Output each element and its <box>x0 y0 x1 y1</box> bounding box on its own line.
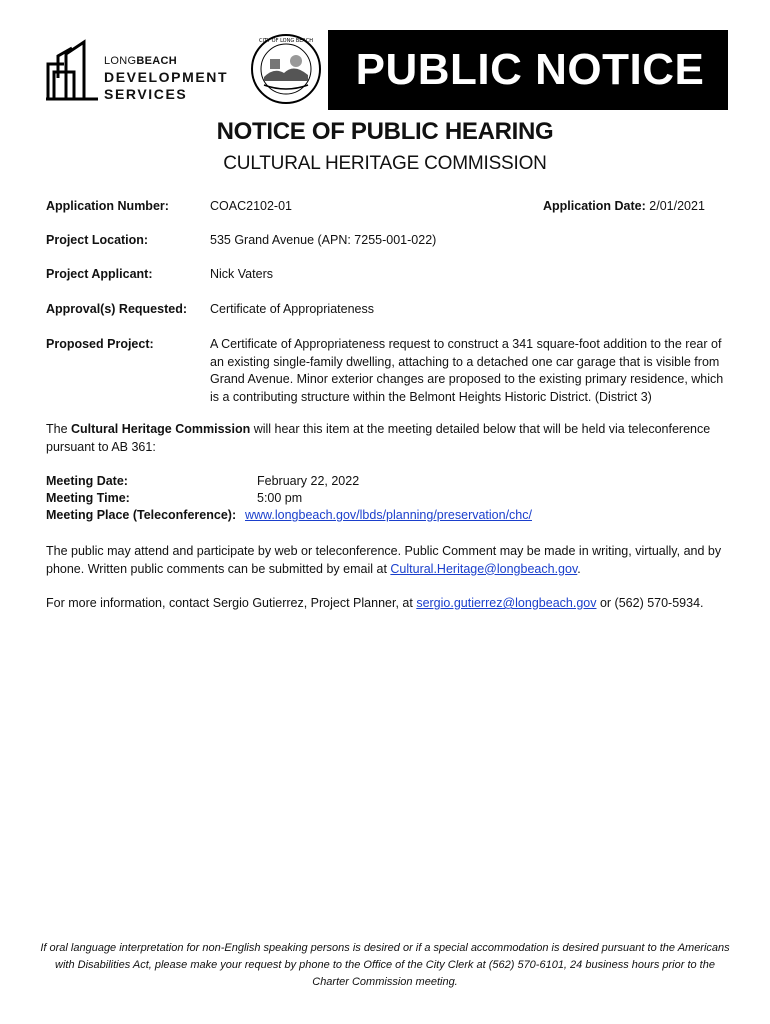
public-comment-paragraph: The public may attend and participate by web or teleconference. Public Comment may be made in writing, virtually, and by phone. Written public comments can be submitted by email at Cultural.Heritage@longbeach.gov. <box>46 544 722 576</box>
project-applicant-value: Nick Vaters <box>210 267 273 281</box>
project-location-value: 535 Grand Avenue (APN: 7255-001-022) <box>210 233 437 247</box>
approvals-requested-value: Certificate of Appropriateness <box>210 302 374 316</box>
proposed-project-description: A Certificate of Appropriateness request to construct a 341 square-foot addition to the rear of an existing single-family dwelling, attaching to a detached one car garage that is visible from Grand Avenue. Minor exterior changes are proposed to the existing primary residence, which is a contributing structure within the Belmont Heights Historic District. (District 3) <box>210 337 724 404</box>
meeting-place-link[interactable]: www.longbeach.gov/lbds/planning/preservation/chc/ <box>245 508 532 522</box>
approvals-requested-label: Approval(s) Requested: <box>46 302 187 316</box>
application-date-label: Application Date: <box>543 199 646 213</box>
meeting-time-value: 5:00 pm <box>257 491 303 505</box>
application-number-label: Application Number: <box>46 199 169 213</box>
heritage-email-link[interactable]: Cultural.Heritage@longbeach.gov <box>390 561 578 576</box>
meeting-date-label: Meeting Date: <box>46 474 128 488</box>
public-notice-banner <box>328 30 728 110</box>
application-date <box>543 199 705 213</box>
meeting-time-label: Meeting Time: <box>46 491 130 505</box>
hearing-intro: The Cultural Heritage Commission will hear this item at the meeting detailed below that will be held via teleconference pursuant to AB 361: <box>46 422 711 454</box>
meeting-date-value: February 22, 2022 <box>257 474 360 488</box>
city-seal-icon <box>250 33 322 105</box>
proposed-project-label: Proposed Project: <box>46 337 154 351</box>
logo-longbeach: LONGBEACH <box>104 55 177 67</box>
public-notice-label: PUBLIC NOTICE <box>355 45 705 94</box>
long-beach-buildings-logo-icon <box>44 38 100 102</box>
project-location-label: Project Location: <box>46 233 149 247</box>
planner-email-link[interactable]: sergio.gutierrez@longbeach.gov <box>416 596 597 610</box>
contact-paragraph: For more information, contact Sergio Gutierrez, Project Planner, at sergio.gutierrez@longbeach.gov or (562) 570-5934. <box>46 596 704 610</box>
long-beach-development-services-logo <box>104 56 228 101</box>
application-date-value: 2/01/2021 <box>649 199 705 213</box>
accessibility-footer-note: If oral language interpretation for non-English speaking persons is desired or if a special accommodation is desired pursuant to the Americans with Disabilities Act, please make your request by phone to the Office of the City Clerk at (562) 570-6101, 24 business hours prior to the Charter Commission meeting. <box>40 942 730 988</box>
meeting-place-label: Meeting Place (Teleconference): <box>46 508 237 522</box>
commission-name: Cultural Heritage Commission <box>71 422 251 436</box>
logo-services: SERVICES <box>104 86 188 102</box>
page-subtitle: CULTURAL HERITAGE COMMISSION <box>223 153 547 174</box>
project-applicant-label: Project Applicant: <box>46 267 153 281</box>
page-title: NOTICE OF PUBLIC HEARING <box>216 118 554 145</box>
application-number-value: COAC2102-01 <box>210 199 292 213</box>
svg-text:CITY OF LONG BEACH: CITY OF LONG BEACH <box>259 38 313 44</box>
logo-development: DEVELOPMENT <box>104 69 229 85</box>
